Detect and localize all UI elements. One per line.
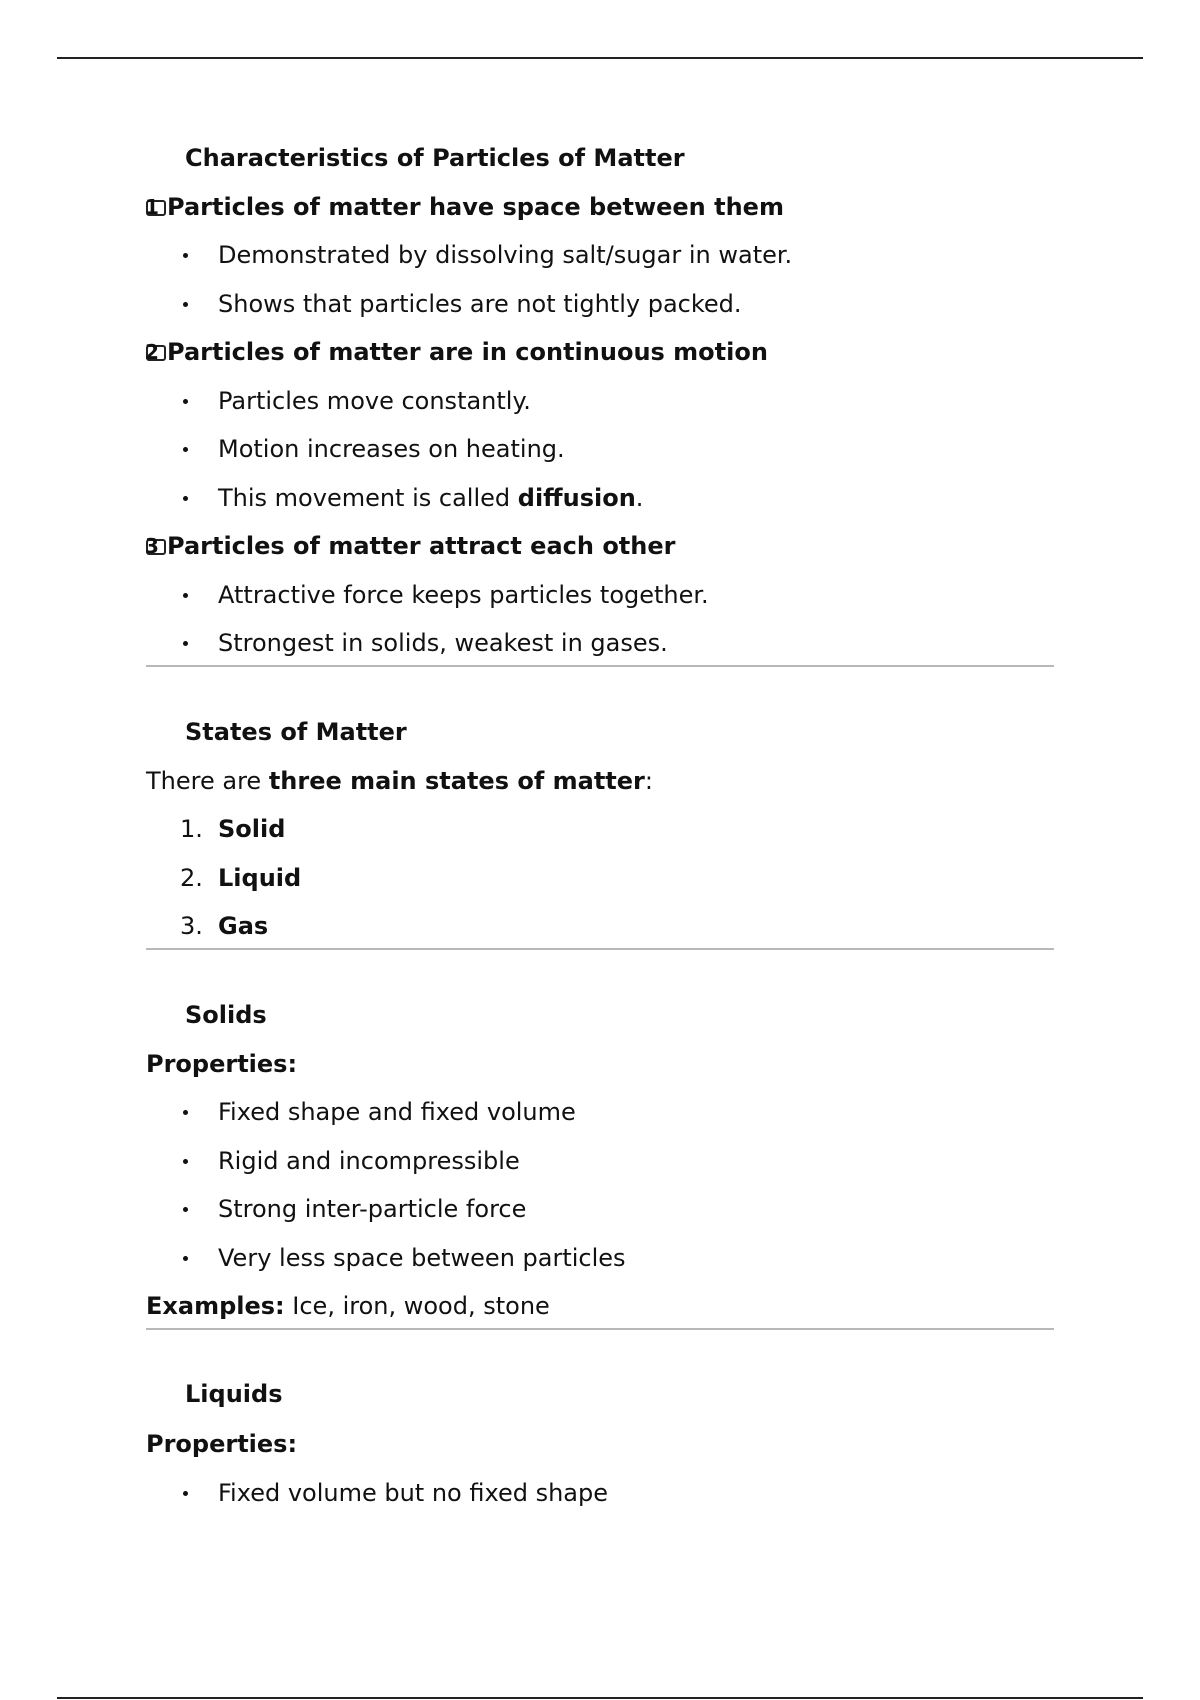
bold-term: diffusion <box>517 483 636 512</box>
numbered-heading-2: 2 Particles of matter are in continuous motion <box>145 338 768 366</box>
properties-label: Properties: <box>146 1430 298 1458</box>
keycap-1-icon: 1 <box>146 200 166 216</box>
keycap-2-icon: 2 <box>146 345 166 361</box>
list-item: Attractive force keeps particles together. <box>146 577 1054 626</box>
list-item: Shows that particles are not tightly packed. <box>146 286 1054 335</box>
document-body <box>146 140 1054 1523</box>
section-divider <box>146 1328 1054 1330</box>
list-item: 1. Solid <box>180 815 286 843</box>
section-heading-states: States of Matter <box>185 718 407 746</box>
list-item: Very less space between particles <box>146 1240 1054 1289</box>
list-item: Rigid and incompressible <box>146 1143 1054 1192</box>
list-item: Particles move constantly. <box>146 383 1054 432</box>
list-item: Strongest in solids, weakest in gases. <box>146 625 1054 665</box>
list-item: Strong inter-particle force <box>146 1191 1054 1240</box>
list-item: 2. Liquid <box>180 863 302 892</box>
keycap-3-icon: 3 <box>146 539 166 555</box>
page-top-rule <box>57 57 1143 59</box>
section-heading-particles: Characteristics of Particles of Matter <box>185 144 685 172</box>
section-heading-liquids: Liquids <box>185 1380 283 1408</box>
examples-line: Examples: Ice, iron, wood, stone <box>146 1292 550 1320</box>
list-item: Demonstrated by dissolving salt/sugar in water. <box>146 237 1054 286</box>
list-item: This movement is called diffusion. <box>146 480 1054 529</box>
list-item: Fixed shape and fixed volume <box>146 1094 1054 1143</box>
numbered-heading-1: 1 Particles of matter have space between them <box>145 192 784 221</box>
list-item: 3. Gas <box>180 912 269 940</box>
numbered-heading-3: 3 Particles of matter attract each other <box>145 532 676 560</box>
states-intro: There are three main states of matter: <box>146 766 653 795</box>
section-heading-solids: Solids <box>185 1001 267 1029</box>
list-item: Motion increases on heating. <box>146 431 1054 480</box>
list-item: Fixed volume but no fixed shape <box>146 1475 1054 1524</box>
page-bottom-rule <box>57 1697 1143 1699</box>
section-divider <box>146 665 1054 667</box>
section-divider <box>146 948 1054 950</box>
properties-label: Properties: <box>146 1049 298 1078</box>
